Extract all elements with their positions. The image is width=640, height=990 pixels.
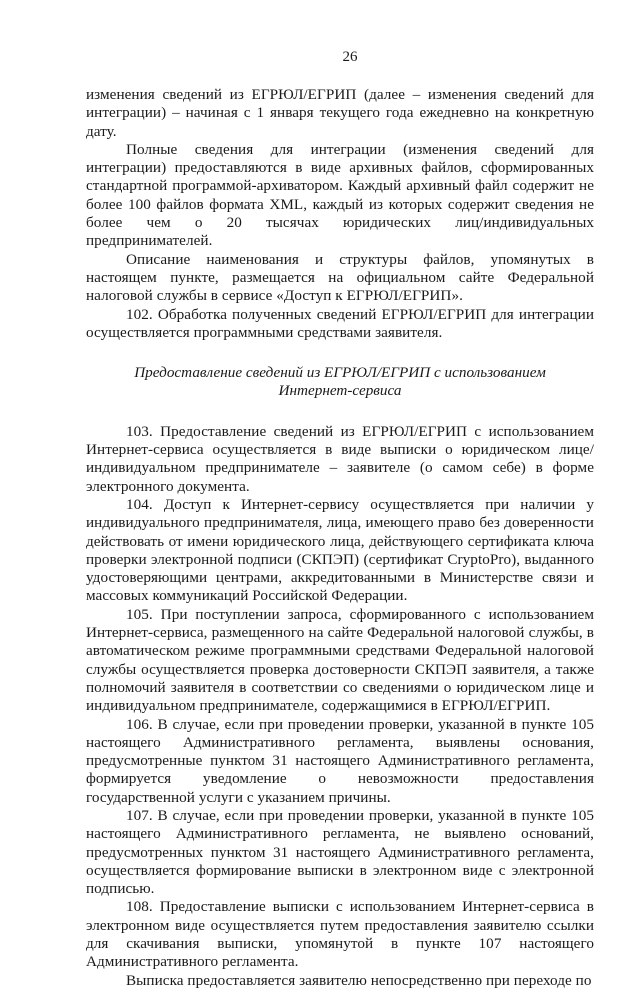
paragraph-105: 105. При поступлении запроса, сформированного с использованием Интернет-сервиса, размещенного на сайте Федеральной налоговой службы, в автоматическом режиме программными средствами Федеральной налоговой службы осуществляется проверка достоверности СКПЭП заявителя, а также полномочий заявителя в соответствии со сведениями о юридическом лице и индивидуальном предпринимателе, содержащимися в ЕГРЮЛ/ЕГРИП.	[86, 605, 594, 715]
page-number: 26	[342, 49, 358, 65]
section-title-line-2: Интернет-сервиса	[278, 382, 402, 400]
paragraph-106: 106. В случае, если при проведении проверки, указанной в пункте 105 настоящего Административного регламента, выявлены основания, предусмотренные пунктом 31 настоящего Административного регламента, формируется уведомление о невозможности предоставления государственной услуги с указанием причины.	[86, 715, 594, 806]
section-title-line-1: Предоставление сведений из ЕГРЮЛ/ЕГРИП с использованием	[134, 364, 546, 382]
section-title	[86, 364, 594, 401]
paragraph-104: 104. Доступ к Интернет-сервису осуществляется при наличии у индивидуального предпринимателя, лица, имеющего право без доверенности действовать от имени юридического лица, действующего сертификата ключа проверки электронной подписи (СКПЭП) (сертификат CryptoPro), выданного удостоверяющими центрами, аккредитованными в Министерстве связи и массовых коммуникаций Российской Федерации.	[86, 495, 594, 605]
paragraph-extract-delivery: Выписка предоставляется заявителю непосредственно при переходе по	[126, 971, 592, 989]
paragraph-file-description: Описание наименования и структуры файлов, упомянутых в настоящем пункте, размещается на официальном сайте Федеральной налоговой службы в сервисе «Доступ к ЕГРЮЛ/ЕГРИП».	[86, 250, 594, 305]
paragraph-103: 103. Предоставление сведений из ЕГРЮЛ/ЕГРИП с использованием Интернет-сервиса осуществляется в виде выписки о юридическом лице/индивидуальном предпринимателе – заявителе (о самом себе) в форме электронного документа.	[86, 422, 594, 495]
paragraph-integration-changes: изменения сведений из ЕГРЮЛ/ЕГРИП (далее – изменения сведений для интеграции) – начиная с 1 января текущего года ежедневно на конкретную дату.	[86, 86, 594, 140]
paragraph-108: 108. Предоставление выписки с использованием Интернет-сервиса в электронном виде осуществляется путем предоставления заявителю ссылки для скачивания выписки, упомянутой в пункте 107 настоящего Административного регламента.	[86, 898, 594, 971]
paragraph-full-data-archives: Полные сведения для интеграции (изменения сведений для интеграции) предоставляются в виде архивных файлов, сформированных стандартной программой-архиватором. Каждый архивный файл содержит не более 100 файлов формата XML, каждый из которых содержит сведения не более чем о 20 тысячах юридических лиц/индивидуальных предпринимателей.	[86, 140, 594, 250]
paragraph-107: 107. В случае, если при проведении проверки, указанной в пункте 105 настоящего Административного регламента, не выявлено оснований, предусмотренных пунктом 31 настоящего Административного регламента, осуществляется формирование выписки в электронном виде с электронной подписью.	[86, 806, 594, 898]
paragraph-102: 102. Обработка полученных сведений ЕГРЮЛ/ЕГРИП для интеграции осуществляется программными средствами заявителя.	[86, 305, 594, 341]
